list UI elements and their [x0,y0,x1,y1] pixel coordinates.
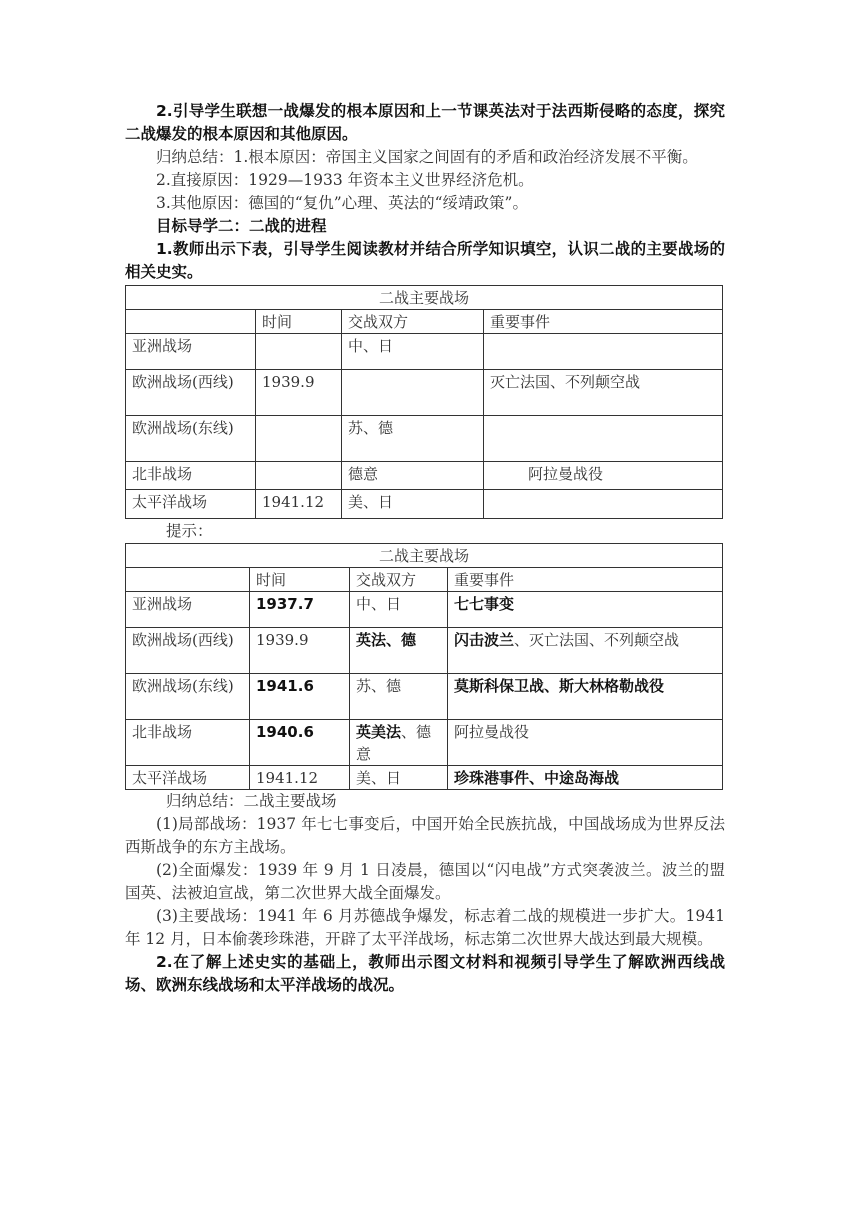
table-row [126,370,723,416]
table-header-cell: 时间 [256,310,342,334]
document-page [125,100,725,997]
summary-local-war: (1)局部战场：1937 年七七事变后，中国开始全民族抗战，中国战场成为世界反法西斯战争的东方主战场。 [125,815,725,856]
table-row [126,462,723,490]
table-header-cell: 交战双方 [350,568,448,592]
table-row [126,490,723,519]
table-cell [484,490,723,519]
section-heading-2: 目标导学二：二战的进程 [156,217,327,235]
party-bold-text: 英美法 [356,723,402,741]
table-cell: 亚洲战场 [126,592,250,628]
table-header-cell: 时间 [250,568,350,592]
table-cell: 欧洲战场(西线) [126,628,250,674]
table-cell: 莫斯科保卫战、斯大林格勒战役 [448,674,723,720]
table-header-cell: 重要事件 [448,568,723,592]
summary-other-cause: 3.其他原因：德国的“复仇”心理、英法的“绥靖政策”。 [156,194,528,212]
table-cell: 1941.12 [256,490,342,519]
table-header-cell [126,568,250,592]
event-bold-text: 闪击波兰 [454,631,515,649]
summary-title: 归纳总结：二战主要战场 [166,792,337,810]
table-cell [448,628,723,674]
table-cell: 1941.6 [250,674,350,720]
table-cell: 灭亡法国、不列颠空战 [484,370,723,416]
table-cell: 太平洋战场 [126,490,256,519]
table-cell: 苏、德 [350,674,448,720]
table-cell: 1939.9 [250,628,350,674]
table-cell: 七七事变 [448,592,723,628]
table-cell: 阿拉曼战役 [448,720,723,766]
table-cell [484,416,723,462]
table-cell: 太平洋战场 [126,766,250,790]
hint-label: 提示： [166,522,213,540]
summary-main-battlefields: (3)主要战场：1941 年 6 月苏德战争爆发，标志着二战的规模进一步扩大。1941 年 12 月，日本偷袭珍珠港，开辟了太平洋战场，标志第二次世界大战达到最大规模。 [125,907,725,948]
table-cell: 美、日 [342,490,484,519]
table-cell [342,370,484,416]
table-header-cell [126,310,256,334]
summary-full-outbreak: (2)全面爆发：1939 年 9 月 1 日凌晨，德国以“闪电战”方式突袭波兰。波兰的盟国英、法被迫宣战，第二次世界大战全面爆发。 [125,861,725,902]
table-cell: 中、日 [342,334,484,370]
battlefield-table-blank [125,285,723,519]
table-caption: 二战主要战场 [126,544,723,568]
table-cell [256,416,342,462]
table-cell: 欧洲战场(西线) [126,370,256,416]
table-cell: 苏、德 [342,416,484,462]
table-cell: 1940.6 [250,720,350,766]
table-header-cell: 交战双方 [342,310,484,334]
table-caption: 二战主要战场 [126,286,723,310]
table-row [126,628,723,674]
table-cell: 美、日 [350,766,448,790]
table-cell: 德意 [342,462,484,490]
table-row [126,334,723,370]
table-cell: 欧洲战场(东线) [126,416,256,462]
table-row [126,766,723,790]
table-cell [484,334,723,370]
event-text: 、灭亡法国、不列颠空战 [514,631,680,649]
table-cell [256,462,342,490]
table-cell: 1937.7 [250,592,350,628]
table-cell: 英法、德 [350,628,448,674]
table-row [126,720,723,766]
battlefield-table-answers [125,543,723,790]
table-cell: 中、日 [350,592,448,628]
table-header-cell: 重要事件 [484,310,723,334]
table-cell [256,334,342,370]
closing-paragraph: 2.在了解上述史实的基础上，教师出示图文材料和视频引导学生了解欧洲西线战场、欧洲东线战场和太平洋战场的战况。 [125,953,725,994]
table-row [126,592,723,628]
table-cell: 北非战场 [126,720,250,766]
intro-paragraph-1: 2.引导学生联想一战爆发的根本原因和上一节课英法对于法西斯侵略的态度，探究二战爆发的根本原因和其他原因。 [125,102,725,143]
table-cell: 亚洲战场 [126,334,256,370]
table-cell: 1939.9 [256,370,342,416]
summary-direct-cause: 2.直接原因：1929—1933 年资本主义世界经济危机。 [156,171,534,189]
table-cell: 阿拉曼战役 [484,462,723,490]
table-cell: 珍珠港事件、中途岛海战 [448,766,723,790]
summary-root-cause: 归纳总结：1.根本原因：帝国主义国家之间固有的矛盾和政治经济发展不平衡。 [156,148,698,166]
table-cell: 1941.12 [250,766,350,790]
table-row [126,674,723,720]
table-cell [350,720,448,766]
table-row [126,416,723,462]
table-cell: 欧洲战场(东线) [126,674,250,720]
table-instruction: 1.教师出示下表，引导学生阅读教材并结合所学知识填空，认识二战的主要战场的相关史实。 [125,240,725,281]
party-text: 、德意 [356,723,432,763]
table-cell: 北非战场 [126,462,256,490]
